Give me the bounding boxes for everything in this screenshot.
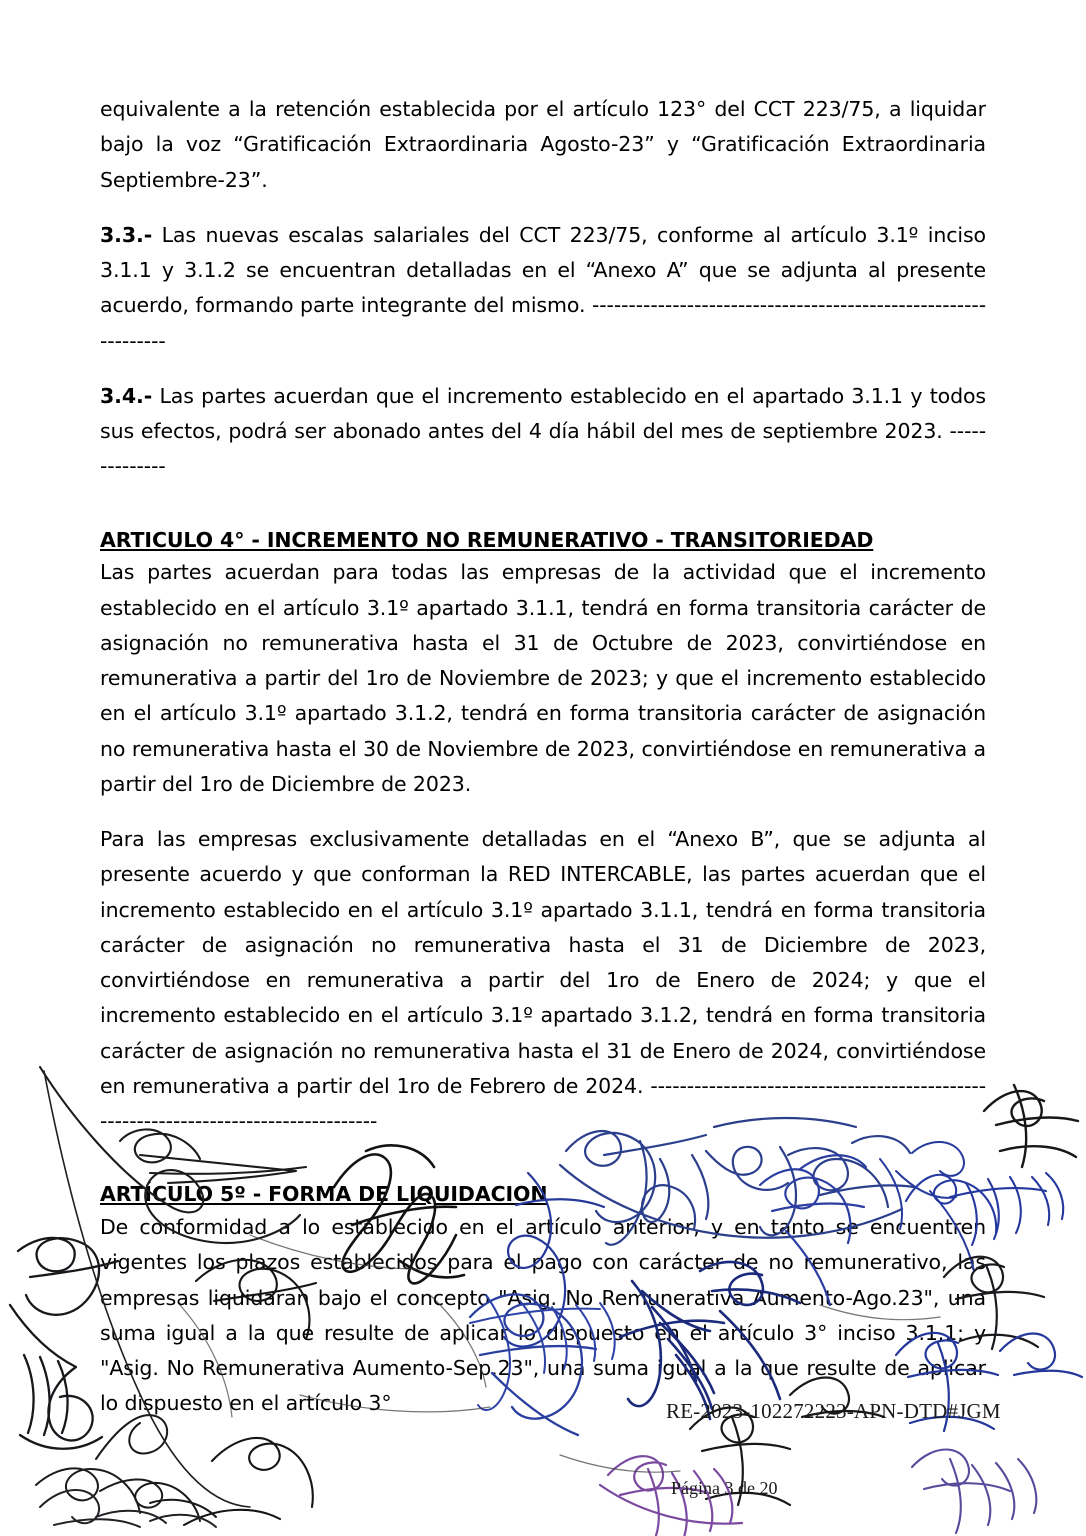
article-4-paragraph-1: Las partes acuerdan para todas las empresas de la actividad que el incremento establecido en el artículo 3.1º apartado 3.1.1, tendrá en forma transitoria carácter de asignación no remunerativa hasta el 31 de Octubre de 2023, convirtiéndose en remunerativa a partir del 1ro de Noviembre de 2023; y que el incremento establecido en el artículo 3.1º apartado 3.1.2, tendrá en forma transitoria carácter de asignación no remunerativa hasta el 30 de Noviembre de 2023, convirtiéndose en remunerativa a partir del 1ro de Diciembre de 2023. — [100, 560, 986, 796]
paragraph-text: equivalente a la retención establecida por el artículo 123° del CCT 223/75, a liquidar bajo la voz “Gratificación Extraordinaria Agosto-23” y “Gratificación Extraordinaria Septiembre-23”. — [100, 97, 986, 192]
article-5-paragraph-1: De conformidad a lo establecido en el artículo anterior, y en tanto se encuentren vigentes los plazos establecidos para el pago con carácter de no remunerativo, las empresas liquidaran bajo el concepto "Asig. No Remunerativa Aumento-Ago.23", una suma igual a la que resulte de aplicar lo dispuesto en el artículo 3° inciso 3.1.1; y "Asig. No Remunerativa Aumento-Sep.23", una suma igual a la que resulte de aplicar lo dispuesto en el artículo 3° — [100, 1215, 986, 1416]
paragraph-lead-3-3: 3.3.- — [100, 222, 153, 247]
heading-article-4: ARTICULO 4° - INCREMENTO NO REMUNERATIVO - TRANSITORIEDAD — [100, 527, 874, 552]
page-number-stamp: Página 3 de 20 — [671, 1478, 778, 1498]
heading-article-5: ARTÍCULO 5º - FORMA DE LIQUIDACION — [100, 1182, 548, 1207]
paragraph-3-4 — [100, 379, 986, 485]
paragraph-lead-3-4: 3.4.- — [100, 383, 153, 408]
paragraph-3-3 — [100, 218, 986, 359]
document-body — [100, 92, 986, 1422]
article-4-paragraph-2: Para las empresas exclusivamente detalladas en el “Anexo B”, que se adjunta al presente acuerdo y que conforman la RED INTERCABLE, las partes acuerdan que el incremento establecido en el artículo 3.1º apartado 3.1.1, tendrá en forma transitoria carácter de asignación no remunerativa hasta el 31 de Diciembre de 2023, convirtiéndose en remunerativa a partir del 1ro de Enero de 2024; y que el incremento establecido en el artículo 3.1º apartado 3.1.2, tendrá en forma transitoria carácter de asignación no remunerativa hasta el 31 de Enero de 2024, convirtiéndose en remunerativa a partir del 1ro de Febrero de 2024. ------------------------------------------------------------------------------------ — [100, 827, 986, 1133]
paragraph-text: Las nuevas escalas salariales del CCT 223/75, conforme al artículo 3.1º inciso 3.1.1 y 3.1.2 se encuentran detalladas en el “Anexo A” que se adjunta al presente acuerdo, formando parte integrante del mismo. --------------------------------------------------------------- — [100, 222, 986, 353]
paragraph-text: Las partes acuerdan que el incremento establecido en el apartado 3.1.1 y todos sus efectos, podrá ser abonado antes del 4 día hábil del mes de septiembre 2023. -------------- — [100, 383, 987, 479]
paragraph-continuation — [100, 92, 986, 198]
document-code-stamp: RE-2023-102272223-APN-DTD#JGM — [666, 1399, 1001, 1423]
